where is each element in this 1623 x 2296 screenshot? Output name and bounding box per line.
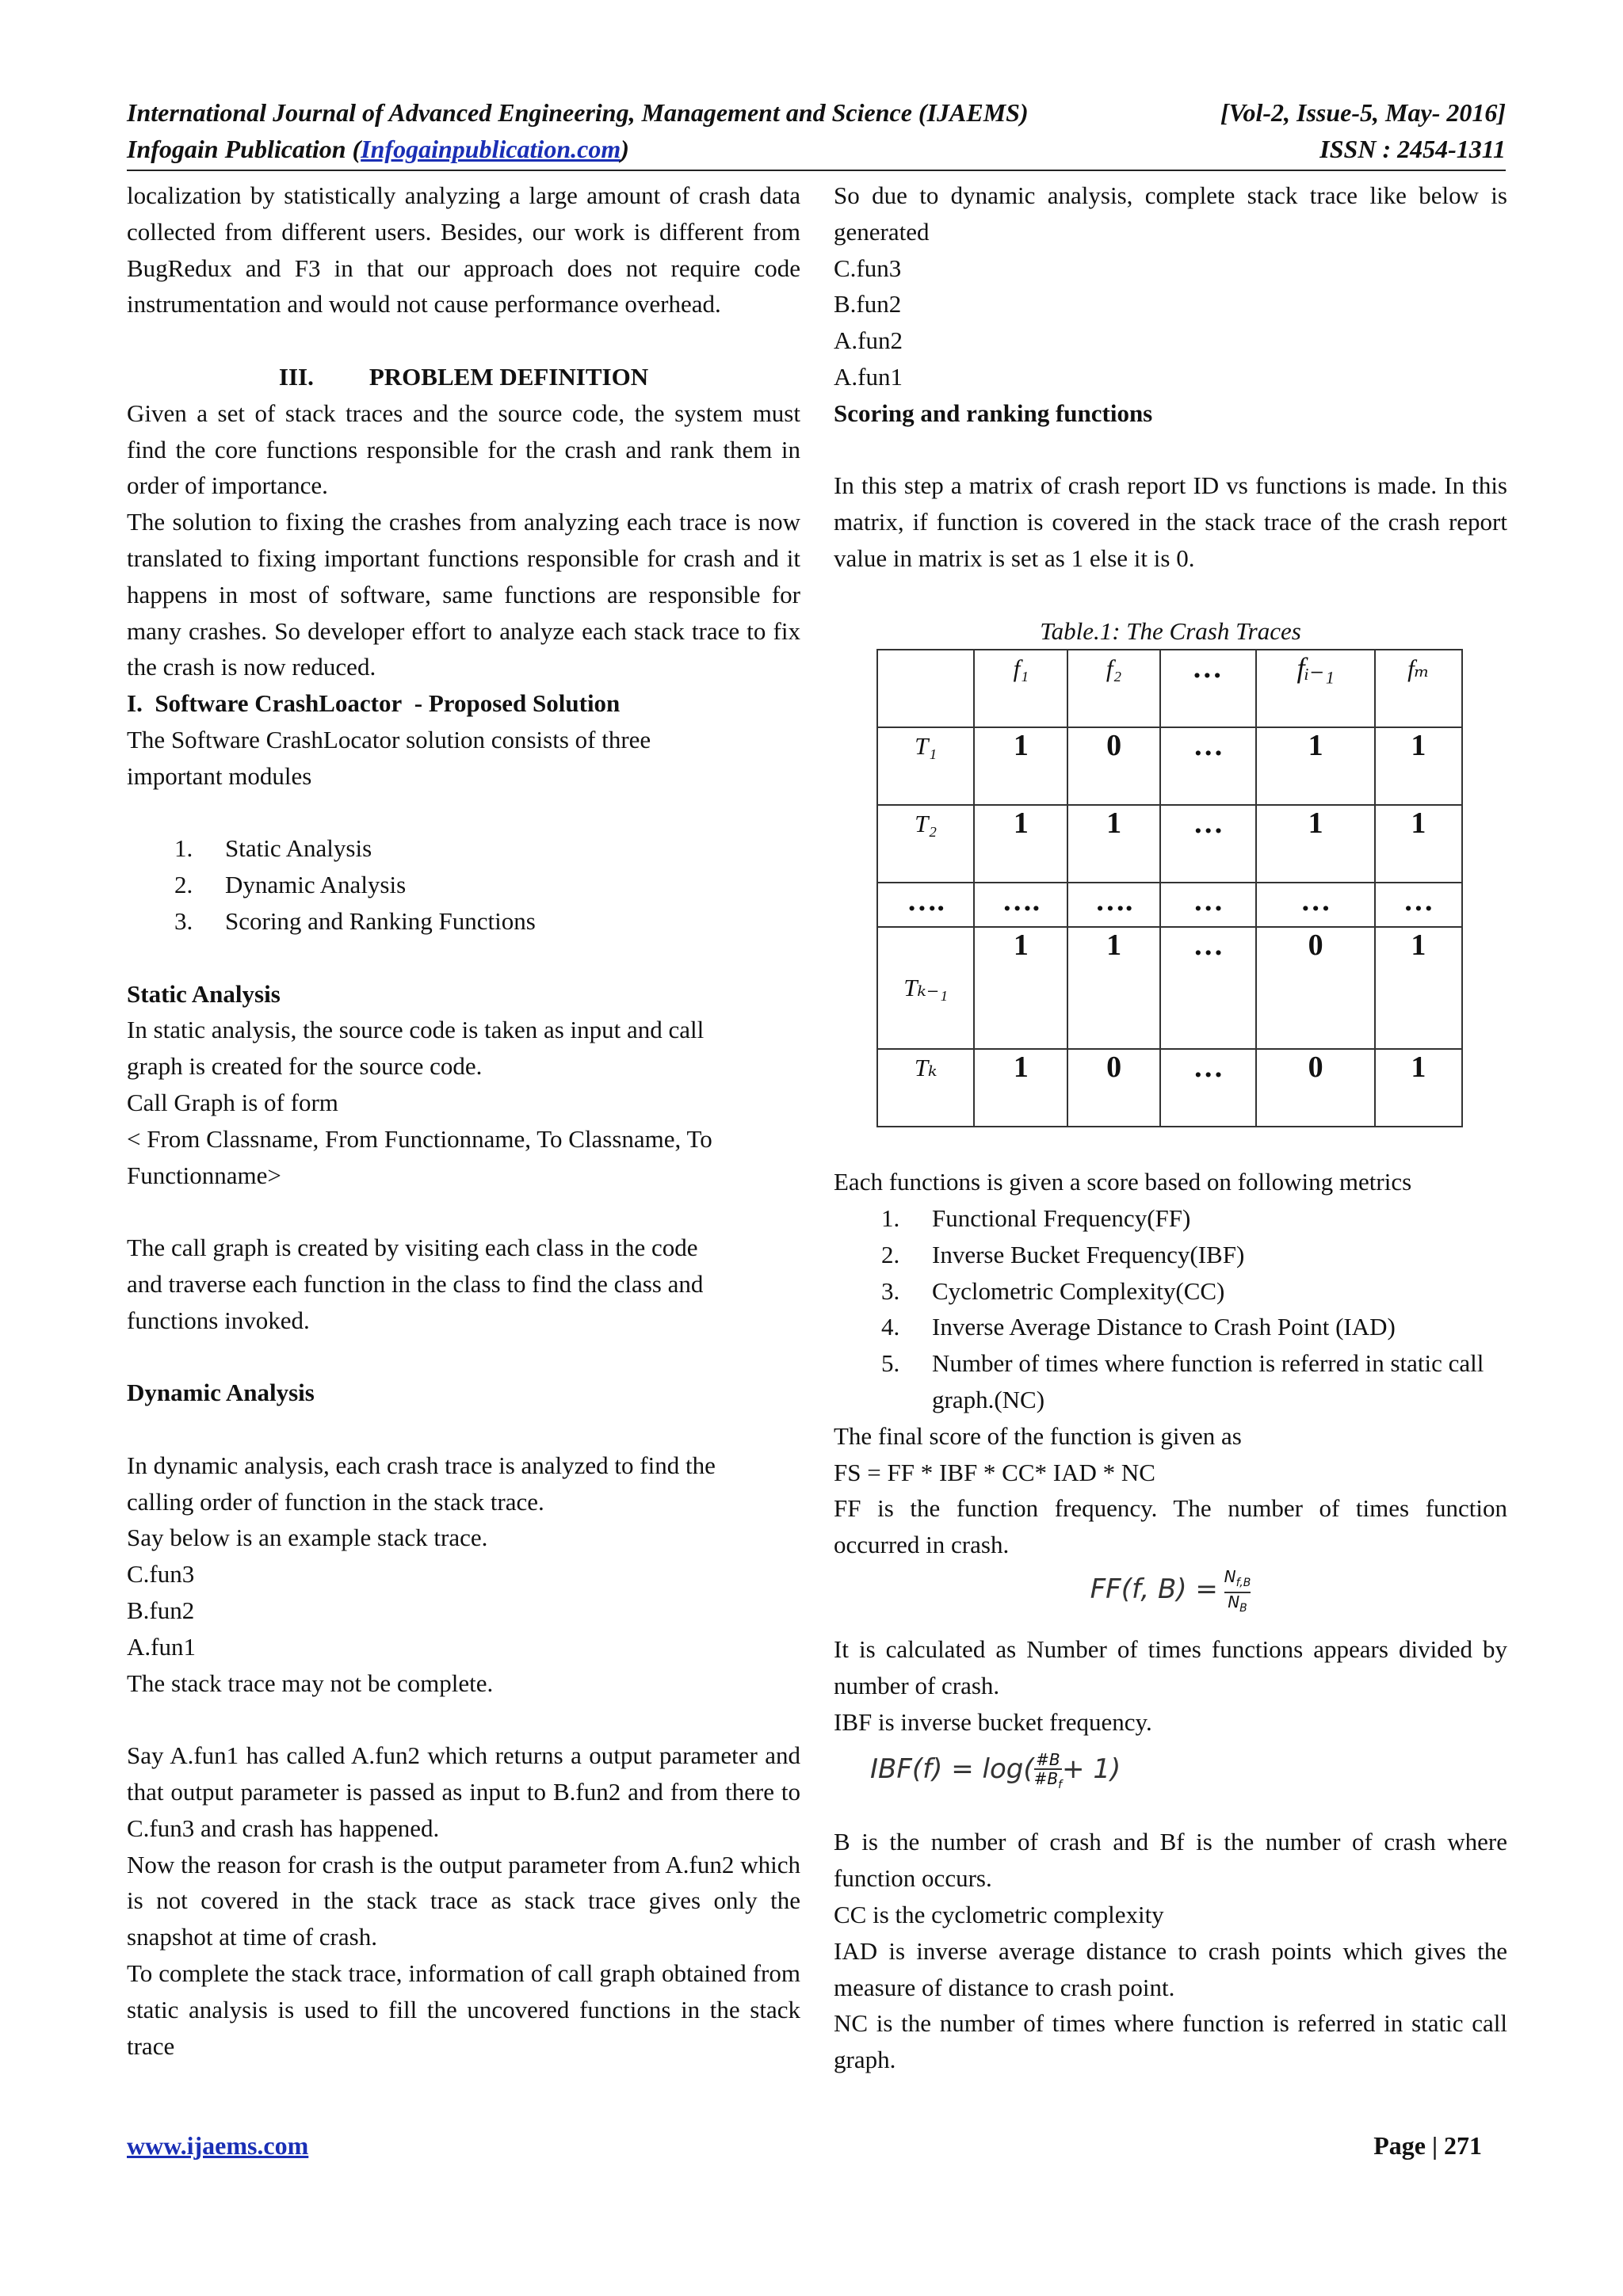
table-header-cell: f₁ [974,650,1067,727]
list-item: 3. Cyclometric Complexity(CC) [881,1276,1225,1305]
trace-line: C.fun3 [127,1560,195,1589]
table-caption: Table.1: The Crash Traces [1040,616,1301,645]
volume-info: [Vol-2, Issue-5, May- 2016] [1220,98,1506,127]
table-cell: 1 [1256,727,1374,805]
trace-line: A.fun1 [834,362,903,391]
fs-formula: FS = FF * IBF * CC* IAD * NC [834,1458,1155,1486]
cc-line: CC is the cyclometric complexity [834,1900,1164,1928]
modules-intro-cont: important modules [127,761,312,790]
table-cell: 0 [1256,1049,1374,1127]
table-cell: … [1160,727,1257,805]
table-cell: 1 [1375,927,1462,1049]
intro-paragraph: localization by statistically analyzing a large amount of crash data collected from different users. Besides, our work is different from BugRedux and F3 in that our approach does not require code instrumentation and would not cause performance overhead. [127,181,800,318]
table-row [877,883,1462,927]
table-cell: Tₖ₋₁ [877,927,974,1049]
table-cell: 0 [1067,727,1159,805]
list-item: 1. Functional Frequency(FF) [881,1203,1191,1232]
trace-note: The stack trace may not be complete. [127,1669,494,1697]
subsection-heading: I. Software CrashLoactor - Proposed Solution [127,689,621,718]
b-paragraph: B is the number of crash and Bf is the number of crash where function occurs. [834,1828,1507,1893]
static-analysis-heading: Static Analysis [127,979,281,1008]
table-cell: …. [1067,883,1159,927]
metrics-intro: Each functions is given a score based on following metrics [834,1168,1412,1196]
table-header-cell: fₘ [1375,650,1462,727]
table-cell: 1 [1256,805,1374,883]
table-cell: 1 [1375,1049,1462,1127]
left-column [127,177,800,2064]
issn: ISSN : 2454-1311 [1319,135,1506,163]
table-row [877,805,1462,883]
modules-intro: The Software CrashLocator solution consists of three [127,725,651,753]
table-cell: 1 [974,727,1067,805]
list-item: 4. Inverse Average Distance to Crash Point (IAD) [881,1313,1396,1341]
table-cell: … [1160,927,1257,1049]
trace-line: B.fun2 [834,290,902,318]
nc-paragraph: NC is the number of times where function is referred in static call graph. [834,2009,1507,2074]
dynamic-analysis-heading: Dynamic Analysis [127,1379,315,1407]
crash-traces-table [876,649,1463,1127]
table-row [877,727,1462,805]
callgraph-text: and traverse each function in the class to find the class and [127,1269,704,1298]
table-cell: Tₖ [877,1049,974,1127]
journal-title: International Journal of Advanced Engineering, Management and Science (IJAEMS) [127,98,1029,127]
table-cell: … [1160,805,1257,883]
callgraph-text: functions invoked. [127,1306,310,1334]
list-item: 2. Dynamic Analysis [174,871,407,899]
problem-paragraph-1: Given a set of stack traces and the source code, the system must find the core functions responsible for the crash and rank them in order of importance. [127,399,800,500]
metrics-list [834,1200,1507,1418]
iad-paragraph: IAD is inverse average distance to crash points which gives the measure of distance to crash point. [834,1936,1507,2001]
table-cell: T₁ [877,727,974,805]
trace-line: C.fun3 [834,254,902,282]
table-cell: 1 [974,927,1067,1049]
table-cell: 1 [1375,727,1462,805]
footer-url[interactable]: www.ijaems.com [127,2131,309,2160]
header-rule [127,170,1506,171]
scoring-heading: Scoring and ranking functions [834,399,1153,427]
table-cell: … [1160,1049,1257,1127]
table-cell: … [1256,883,1374,927]
table-header-cell [877,650,974,727]
static-text: In static analysis, the source code is taken as input and call [127,1016,705,1044]
static-text: Call Graph is of form [127,1088,338,1116]
ff-paragraph: FF is the function frequency. The number of times function occurred in crash. [834,1494,1507,1559]
table-header-row [877,650,1462,727]
table-cell: … [1375,883,1462,927]
calc-paragraph: It is calculated as Number of times functions appears divided by number of crash. [834,1634,1507,1699]
say-paragraph: Say A.fun1 has called A.fun2 which returns a output parameter and that output parameter is passed as input to B.fun2 and from there to C.fun3 and crash has happened. [127,1741,800,1842]
list-item: 2. Inverse Bucket Frequency(IBF) [881,1240,1245,1268]
table-cell: T₂ [877,805,974,883]
table-header-cell: … [1160,650,1257,727]
ibf-line: IBF is inverse bucket frequency. [834,1707,1152,1736]
table-cell: 0 [1256,927,1374,1049]
reason-paragraph: Now the reason for crash is the output parameter from A.fun2 which is not covered in the stack trace as stack trace gives only the snapshot at time of crash. [127,1850,800,1951]
trace-line: B.fun2 [127,1596,195,1625]
page-number: Page | 271 [1373,2131,1482,2160]
dynamic-text: calling order of function in the stack trace. [127,1487,544,1516]
static-text: < From Classname, From Functionname, To Classname, To [127,1124,712,1153]
table-cell: 1 [1067,927,1159,1049]
table-row [877,1049,1462,1127]
table-cell: … [1160,883,1257,927]
complete-paragraph: To complete the stack trace, information of call graph obtained from static analysis is used to fill the uncovered functions in the stack trace [127,1959,800,2060]
so-paragraph: So due to dynamic analysis, complete stack trace like below is generated [834,181,1507,246]
problem-paragraph-2: The solution to fixing the crashes from analyzing each trace is now translated to fixing important functions responsible for crash and it happens in most of software, same functions are responsible for many crashes. So developer effort to analyze each stack trace to fix the crash is now reduced. [127,508,800,681]
ff-equation: FF(f, $B) = \frac{N_{f,B}}{N_B}$ [834,1563,1507,1631]
publisher-link[interactable]: Infogainpublication.com [361,135,621,163]
table-header-cell: fᵢ₋₁ [1256,650,1374,727]
matrix-paragraph: In this step a matrix of crash report ID vs functions is made. In this matrix, if function is covered in the stack trace of the crash report value in matrix is set as 1 else it is 0. [834,471,1507,572]
final-score-line: The final score of the function is given as [834,1421,1242,1450]
table-row [877,927,1462,1049]
list-item: 3. Scoring and Ranking Functions [174,906,536,935]
modules-list [127,830,800,939]
table-cell: 1 [974,1049,1067,1127]
right-column [834,177,1507,2078]
table-header-cell: f₂ [1067,650,1159,727]
static-text: Functionname> [127,1161,281,1189]
publisher: Infogain Publication (Infogainpublication.com) [127,135,629,163]
table-cell: 1 [974,805,1067,883]
table-cell: …. [877,883,974,927]
trace-line: A.fun2 [834,326,903,355]
table-cell: 0 [1067,1049,1159,1127]
section-heading: III. PROBLEM DEFINITION [278,362,649,391]
table-cell: 1 [1375,805,1462,883]
callgraph-text: The call graph is created by visiting each class in the code [127,1234,698,1262]
dynamic-text: Say below is an example stack trace. [127,1524,488,1552]
table-cell: …. [974,883,1067,927]
trace-line: A.fun1 [127,1632,196,1661]
list-item: 5. Number of times where function is referred in static call graph.(NC) [881,1349,1484,1413]
ibf-equation: $IBF(f) = \log(\frac{\#B}{\#B_f}$ + 1) [834,1740,1507,1824]
table-cell: 1 [1067,805,1159,883]
list-item: 1. Static Analysis [174,834,372,863]
static-text: graph is created for the source code. [127,1052,483,1081]
dynamic-text: In dynamic analysis, each crash trace is analyzed to find the [127,1451,716,1479]
